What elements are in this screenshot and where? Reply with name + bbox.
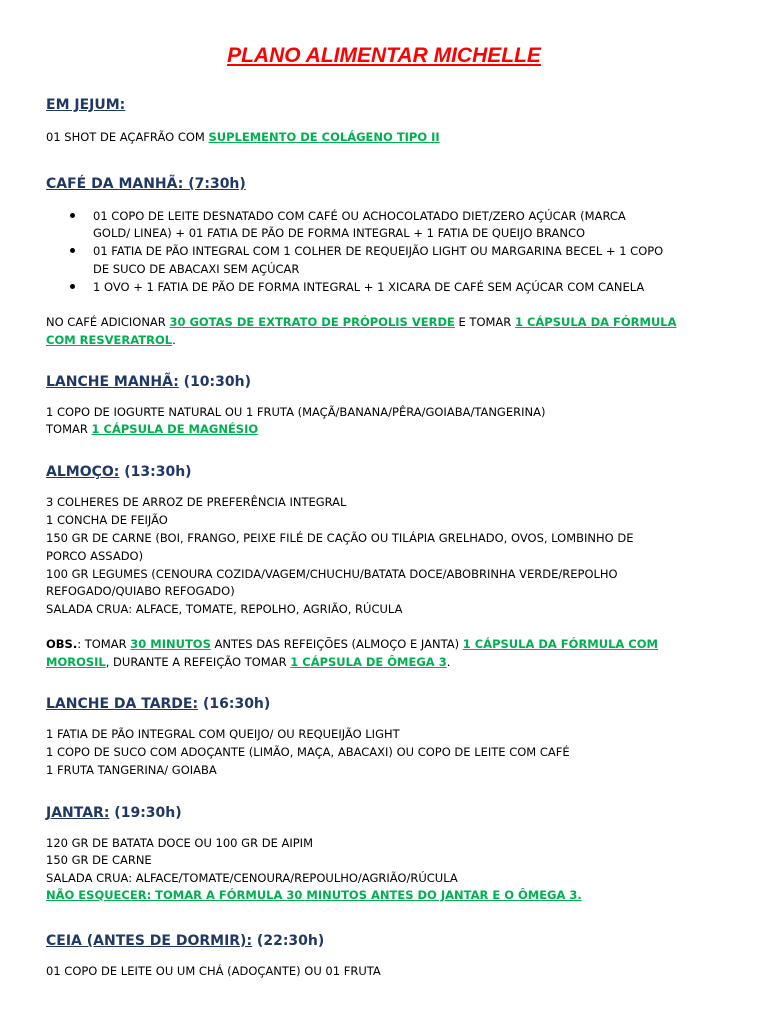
cafe-bullet-3-line-1: 1 OVO + 1 FATIA DE PÃO DE FORMA INTEGRAL + 1 XICARA DE CAFÉ SEM AÇÚCAR COM CANELA bbox=[93, 280, 645, 294]
almoco-obs-line-1: OBS.: TOMAR 30 MINUTOS ANTES DAS REFEIÇÕES (ALMOÇO E JANTA) 1 CÁPSULA DA FÓRMULA COM bbox=[46, 637, 658, 651]
almoco-line: 100 GR LEGUMES (CENOURA COZIDA/VAGEM/CHUCHU/BATATA DOCE/ABOBRINHA VERDE/REPOLHO bbox=[46, 567, 618, 581]
almoco-line: 3 COLHERES DE ARROZ DE PREFERÊNCIA INTEGRAL bbox=[46, 495, 347, 509]
jantar-warning: NÃO ESQUECER: TOMAR A FÓRMULA 30 MINUTOS ANTES DO JANTAR E O ÔMEGA 3. bbox=[46, 888, 582, 902]
lanche-tarde-line: 1 FRUTA TANGERINA/ GOIABA bbox=[46, 763, 217, 777]
lanche-manha-line-1: 1 COPO DE IOGURTE NATURAL OU 1 FRUTA (MAÇÃ/BANANA/PÊRA/GOIABA/TANGERINA) bbox=[46, 405, 546, 419]
bullet-dot bbox=[70, 248, 75, 253]
ceia-line: 01 COPO DE LEITE OU UM CHÁ (ADOÇANTE) OU 01 FRUTA bbox=[46, 964, 381, 978]
heading-jantar: JANTAR: (19:30h) bbox=[46, 805, 182, 821]
heading-almoco: ALMOÇO: (13:30h) bbox=[46, 464, 192, 480]
cafe-bullet-2-line-1: 01 FATIA DE PÃO INTEGRAL COM 1 COLHER DE REQUEIJÃO LIGHT OU MARGARINA BECEL + 1 COPO bbox=[93, 244, 664, 258]
bullet-dot bbox=[70, 284, 75, 289]
page-title: PLANO ALIMENTAR MICHELLE bbox=[227, 44, 541, 67]
almoco-line: PORCO ASSADO) bbox=[46, 549, 144, 563]
jejum-highlight: SUPLEMENTO DE COLÁGENO TIPO II bbox=[208, 130, 440, 144]
lanche-tarde-line: 1 FATIA DE PÃO INTEGRAL COM QUEIJO/ OU REQUEIJÃO LIGHT bbox=[46, 727, 400, 741]
heading-lanche-manha: LANCHE MANHÃ: (10:30h) bbox=[46, 374, 251, 390]
heading-em-jejum: EM JEJUM: bbox=[46, 97, 126, 113]
cafe-bullet-1-line-2: GOLD/ LINEA) + 01 FATIA DE PÃO DE FORMA INTEGRAL + 1 FATIA DE QUEIJO BRANCO bbox=[93, 226, 586, 240]
almoco-line: 150 GR DE CARNE (BOI, FRANGO, PEIXE FILÉ DE CAÇÃO OU TILÁPIA GRELHADO, OVOS, LOMBINHO DE bbox=[46, 531, 634, 545]
cafe-note-line-2: COM RESVERATROL. bbox=[46, 333, 176, 347]
jantar-line: 150 GR DE CARNE bbox=[46, 853, 152, 867]
almoco-line: SALADA CRUA: ALFACE, TOMATE, REPOLHO, AGRIÃO, RÚCULA bbox=[46, 602, 403, 616]
lanche-manha-line-2: TOMAR 1 CÁPSULA DE MAGNÉSIO bbox=[46, 422, 259, 436]
almoco-line: REFOGADO/QUIABO REFOGADO) bbox=[46, 584, 235, 598]
heading-ceia: CEIA (ANTES DE DORMIR): (22:30h) bbox=[46, 933, 325, 949]
almoco-obs-line-2: MOROSIL, DURANTE A REFEIÇÃO TOMAR 1 CÁPSULA DE ÔMEGA 3. bbox=[46, 655, 451, 669]
jantar-line: 120 GR DE BATATA DOCE OU 100 GR DE AIPIM bbox=[46, 836, 313, 850]
lanche-tarde-line: 1 COPO DE SUCO COM ADOÇANTE (LIMÃO, MAÇA, ABACAXI) OU COPO DE LEITE COM CAFÉ bbox=[46, 745, 570, 759]
almoco-line: 1 CONCHA DE FEIJÃO bbox=[46, 513, 168, 527]
jantar-line: SALADA CRUA: ALFACE/TOMATE/CENOURA/REPOULHO/AGRIÃO/RÚCULA bbox=[46, 871, 458, 885]
jejum-line: 01 SHOT DE AÇAFRÃO COM SUPLEMENTO DE COLÁGENO TIPO II bbox=[46, 130, 440, 144]
cafe-note-line-1: NO CAFÉ ADICIONAR 30 GOTAS DE EXTRATO DE PRÓPOLIS VERDE E TOMAR 1 CÁPSULA DA FÓRMULA bbox=[46, 315, 677, 329]
heading-lanche-da-tarde: LANCHE DA TARDE: (16:30h) bbox=[46, 696, 271, 712]
cafe-bullet-1-line-1: 01 COPO DE LEITE DESNATADO COM CAFÉ OU ACHOCOLATADO DIET/ZERO AÇÚCAR (MARCA bbox=[93, 209, 626, 223]
heading-cafe-da-manha: CAFÉ DA MANHÃ: (7:30h) bbox=[46, 176, 246, 192]
cafe-bullet-2-line-2: DE SUCO DE ABACAXI SEM AÇÚCAR bbox=[93, 262, 300, 276]
bullet-dot bbox=[70, 213, 75, 218]
